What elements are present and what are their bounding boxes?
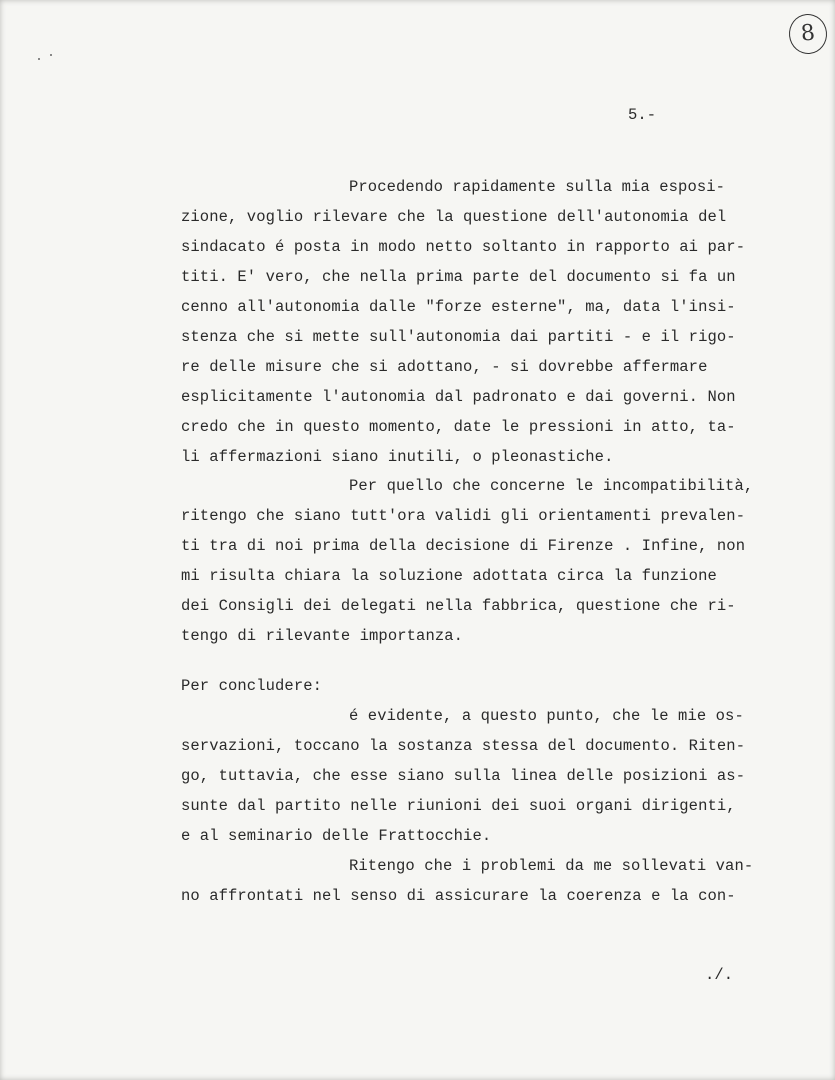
text-line: sindacato é posta in modo netto soltanto in rapporto ai par-: [181, 238, 746, 256]
text-line: Procedendo rapidamente sulla mia esposi-: [349, 178, 726, 196]
text-line: titi. E' vero, che nella prima parte del documento si fa un: [181, 268, 736, 286]
text-line: servazioni, toccano la sostanza stessa del documento. Riten-: [181, 737, 746, 755]
text-line: no affrontati nel senso di assicurare la coerenza e la con-: [181, 887, 736, 905]
handwritten-page-marker: 8: [787, 12, 829, 56]
text-line: li affermazioni siano inutili, o pleonastiche.: [181, 448, 614, 466]
text-line: go, tuttavia, che esse siano sulla linea delle posizioni as-: [181, 767, 746, 785]
text-line: Ritengo che i problemi da me sollevati van-: [349, 857, 754, 875]
text-line: Per concludere:: [181, 677, 323, 695]
text-line: zione, voglio rilevare che la questione dell'autonomia del: [181, 208, 727, 226]
text-line: ti tra di noi prima della decisione di Firenze . Infine, non: [181, 537, 746, 555]
text-line: credo che in questo momento, date le pressioni in atto, ta-: [181, 418, 736, 436]
text-line: dei Consigli dei delegati nella fabbrica, questione che ri-: [181, 597, 736, 615]
text-line: mi risulta chiara la soluzione adottata circa la funzione: [181, 567, 717, 585]
text-line: é evidente, a questo punto, che le mie os-: [349, 707, 744, 725]
text-line: tengo di rilevante importanza.: [181, 627, 464, 645]
speck: [50, 54, 52, 56]
text-line: stenza che si mette sull'autonomia dai partiti - e il rigo-: [181, 328, 736, 346]
text-line: ritengo che siano tutt'ora validi gli orientamenti prevalen-: [181, 507, 746, 525]
continuation-mark: ./.: [705, 966, 734, 984]
page-number: 5.-: [628, 106, 657, 124]
text-line: sunte dal partito nelle riunioni dei suoi organi dirigenti,: [181, 797, 736, 815]
text-line: esplicitamente l'autonomia dal padronato e dai governi. Non: [181, 388, 736, 406]
text-line: cenno all'autonomia dalle "forze esterne", ma, data l'insi-: [181, 298, 736, 316]
text-line: re delle misure che si adottano, - si dovrebbe affermare: [181, 358, 708, 376]
speck: [38, 58, 40, 60]
text-line: Per quello che concerne le incompatibilità,: [349, 477, 754, 495]
text-line: e al seminario delle Frattocchie.: [181, 827, 492, 845]
